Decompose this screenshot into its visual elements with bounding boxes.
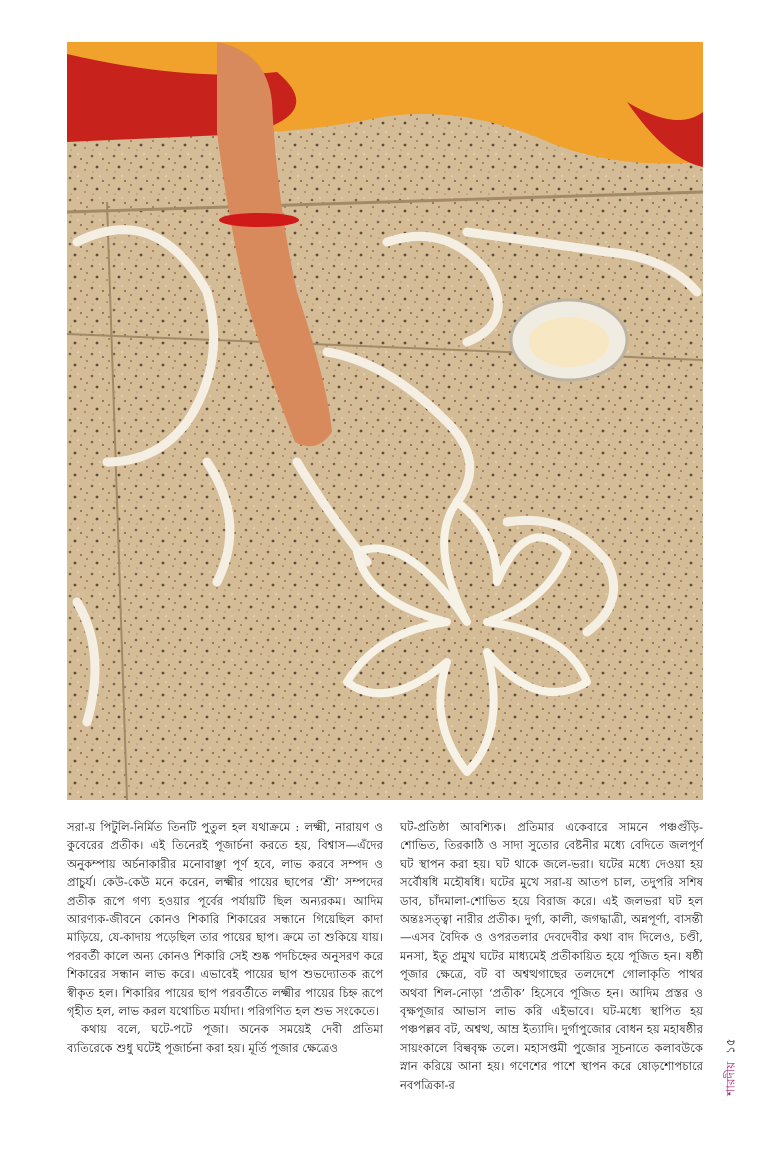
article-column-left [67,818,383,1057]
page-number: ১৫ [724,1038,738,1054]
article-paragraph: কথায় বলে, ঘটে-পটে পূজা। অনেক সময়েই দেবী প্রতিমা ব্যতিরেকে শুধু ঘটেই পূজার্চনা করা হয়। মূর্তি পূজার ক্ষেত্রেও [67,1022,383,1055]
page-folio [718,1032,748,1102]
magazine-name: শারদীয় [724,1061,738,1096]
article-column-right [400,818,703,1094]
alpana-floor-art-photo [67,42,703,800]
alpana-photo [67,42,703,800]
article-paragraph: ঘট-প্রতিষ্ঠা আবশ্যিক। প্রতিমার একেবারে সামনে পঞ্চগুঁড়ি-শোভিত, তিরকাঠি ও সাদা সুতোর বেষ্টনীর মধ্যে বেদিতে জলপূর্ণ ঘট স্থাপন করা হয়। ঘট থাকে জলে-ভরা। ঘটের মধ্যে দেওয়া হয় সর্বৌষধি মহৌষধি। ঘটের মুখে সরা-য় আতপ চাল, তদুপরি সশিষ ডাব, চাঁদমালা-শোভিত হয়ে বিরাজ করে। এই জলভরা ঘট হল অন্তঃসত্ত্বা নারীর প্রতীক। দুর্গা, কালী, জগদ্ধাত্রী, অন্নপূর্ণা, বাসন্তী—এসব বৈদিক ও ওপরতলার দেবদেবীর কথা বাদ দিলেও, চণ্ডী, মনসা, ইতু প্রমুখ ঘটের মাধ্যমেই প্রতীকায়িত হয়ে পূজিত হন। ষষ্ঠী পূজার ক্ষেত্রে, বট বা অশ্বত্থগাছের তলদেশে গোলাকৃতি পাথর অথবা শিল-নোড়া ‘প্রতীক’ হিসেবে পূজিত হন। আদিম প্রস্তর ও বৃক্ষপূজার আভাস লাভ করি এইভাবে। ঘট-মধ্যে স্থাপিত হয় পঞ্চপল্লব বট, অশ্বত্থ, আম্র ইত্যাদি। দুর্গাপুজোর বোধন হয় মহাষষ্ঠীর সায়ংকালে বিল্ববৃক্ষ তলে। মহাসপ্তমী পুজোর সূচনাতে কলাবউকে স্নান করিয়ে আনা হয়। গণেশের পাশে স্থাপন করে ষোড়শোপচারে নবপত্রিকা-র [400,820,703,1092]
article-paragraph: সরা-য় পিটুলি-নির্মিত তিনটি পুতুল হল যথাক্রমে : লক্ষ্মী, নারায়ণ ও কুবেরের প্রতীক। এই তিনেরই পূজার্চনা করতে হয়, বিশ্বাস—এঁদের অনুকম্পায় অর্চনাকারীর মনোবাঞ্ছা পূর্ণ হবে, লাভ করবে সম্পদ ও প্রাচুর্য। কেউ-কেউ মনে করেন, লক্ষ্মীর পায়ের ছাপের ‘শ্রী’ সম্পদের প্রতীক রূপে গণ্য হওয়ার পূর্বের পর্যায়টি ছিল অন্যরকম। আদিম আরণ্যক-জীবনে কোনও শিকারি শিকারের সন্ধানে গিয়েছিল কাদা মাড়িয়ে, যে-কাদায় পড়েছিল তার পায়ের ছাপ। ক্রমে তা শুকিয়ে যায়। পরবর্তী কালে অন্য কোনও শিকারি সেই শুষ্ক পদচিহ্নের অনুসরণ করে শিকারের সন্ধান লাভ করে। এভাবেই পায়ের ছাপ শুভদ্যোতক রূপে স্বীকৃত হল। শিকারির পায়ের ছাপ পরবর্তীতে লক্ষ্মীর পায়ের চিহ্ন রূপে গৃহীত হল, লাভ করল যথোচিত মর্যাদা। পরিগণিত হল শুভ সংকেতে। [67,820,383,1019]
